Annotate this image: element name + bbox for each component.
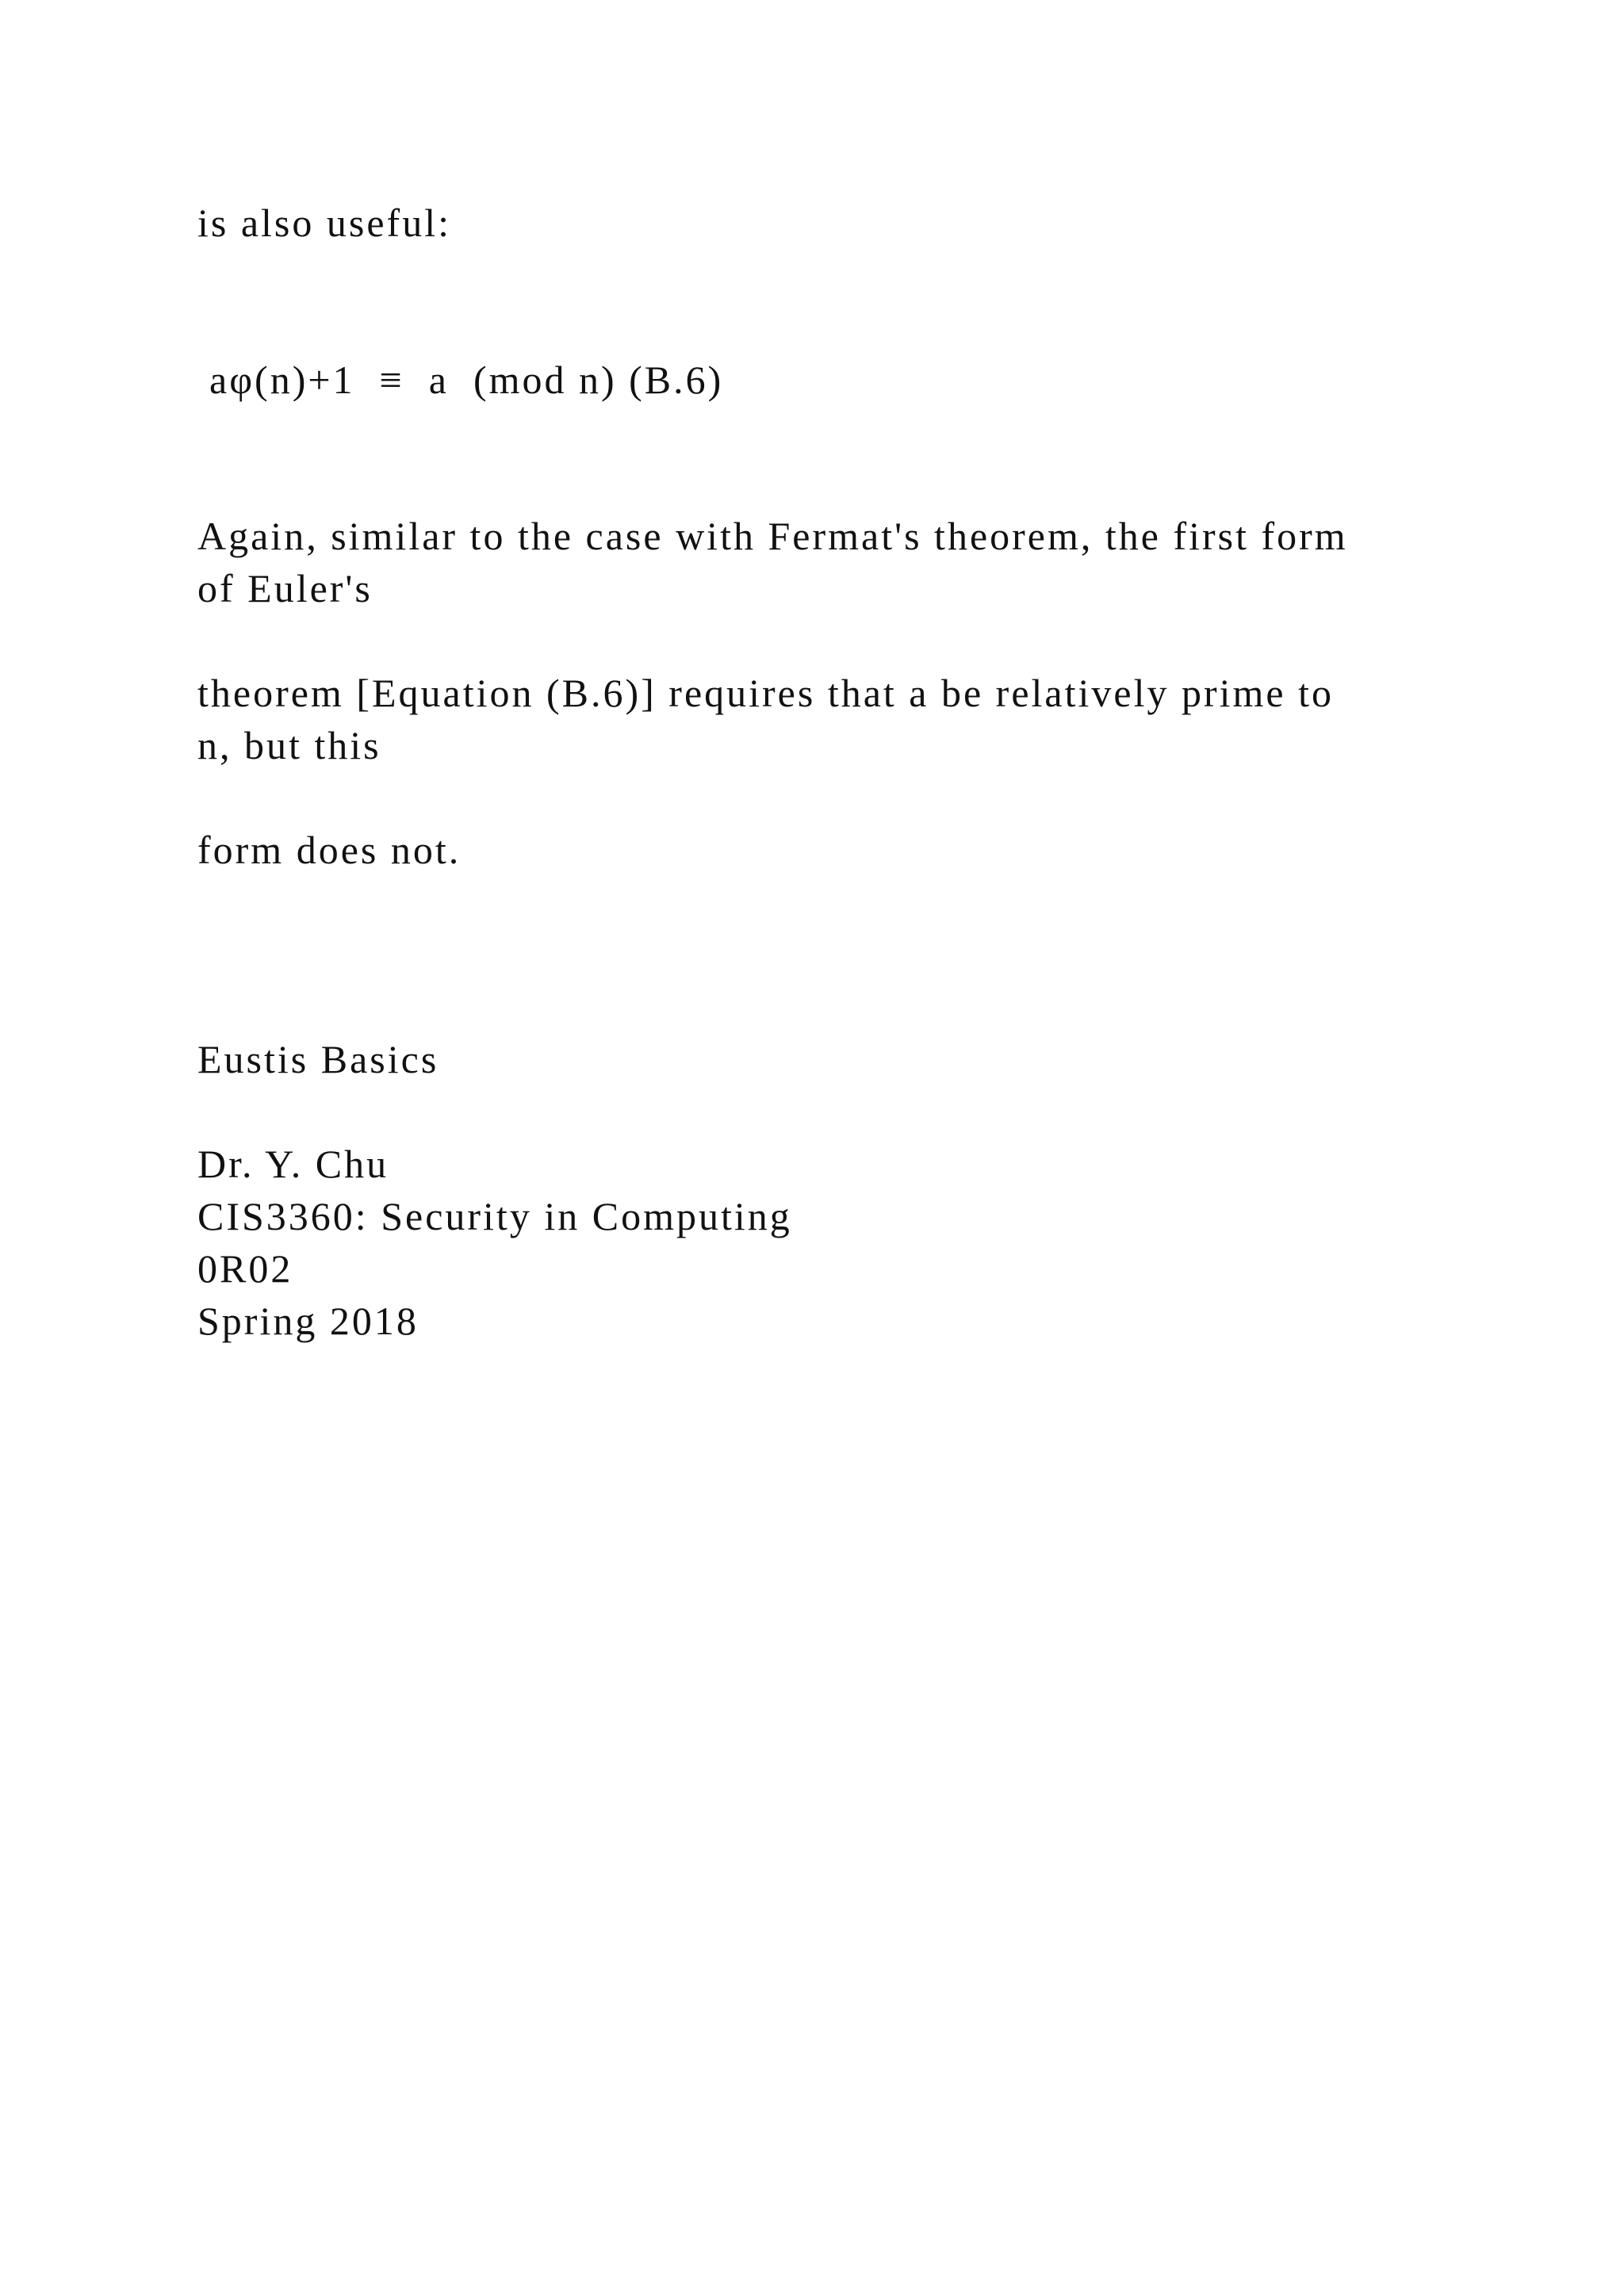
intro-line: is also useful: (197, 201, 451, 245)
author-name: Dr. Y. Chu (197, 1142, 389, 1186)
section-code: 0R02 (197, 1246, 293, 1291)
term: Spring 2018 (197, 1299, 419, 1343)
paragraph-line-1: Again, similar to the case with Fermat's theorem, the first form (197, 514, 1348, 558)
course-title: CIS3360: Security in Computing (197, 1194, 792, 1238)
section-heading: Eustis Basics (197, 1037, 439, 1081)
paragraph-line-2: of Euler's (197, 566, 373, 610)
paragraph-line-3: theorem [Equation (B.6)] requires that a be relatively prime to (197, 671, 1334, 715)
paragraph-line-5: form does not. (197, 828, 462, 872)
equation-b6: aφ(n)+1 ≡ a (mod n) (B.6) (209, 358, 724, 402)
paragraph-line-4: n, but this (197, 723, 381, 767)
